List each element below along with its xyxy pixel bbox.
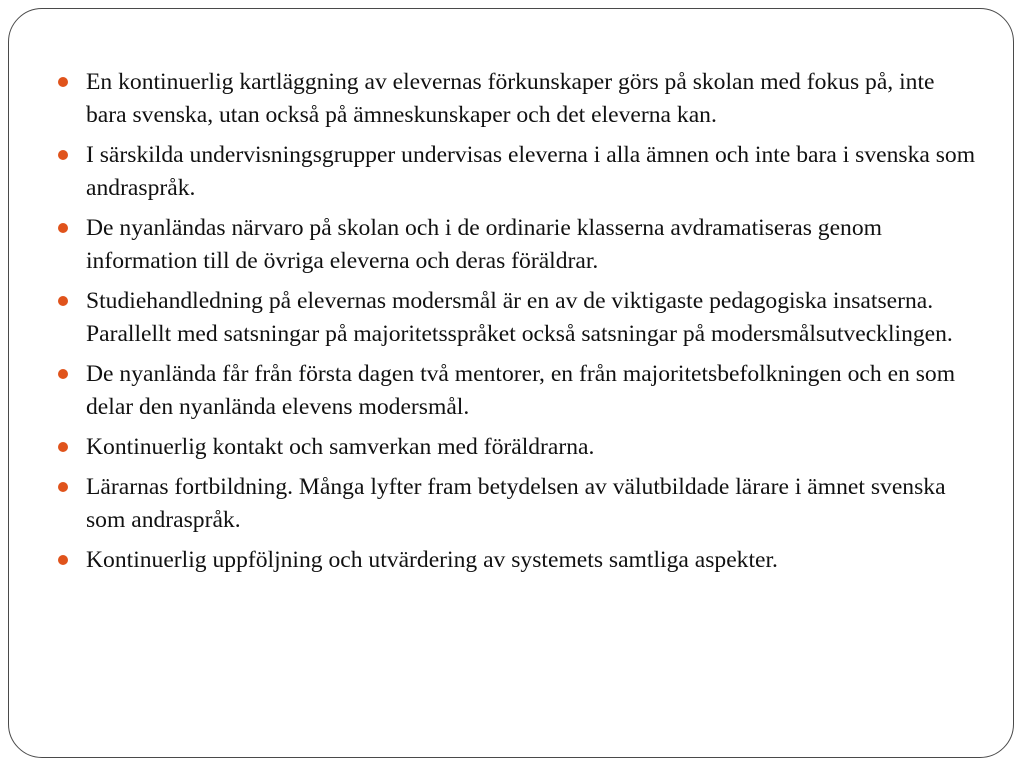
bullet-item <box>56 358 976 424</box>
bullet-item <box>56 431 976 464</box>
bullet-text: Kontinuerlig kontakt och samverkan med föräldrarna. <box>86 434 595 460</box>
bullet-item <box>56 212 976 278</box>
bullet-text: Kontinuerlig uppföljning och utvärdering av systemets samtliga aspekter. <box>86 547 778 573</box>
bullet-text: Studiehandledning på elevernas modersmål är en av de viktigaste pedagogiska insatserna. Parallellt med satsningar på majoritetsspråket också satsningar på modersmålsutvecklingen. <box>86 288 953 347</box>
bullet-text: I särskilda undervisningsgrupper undervisas eleverna i alla ämnen och inte bara i svenska som andraspråk. <box>86 142 976 201</box>
bullet-dot-icon <box>58 442 68 452</box>
bullet-item <box>56 544 976 577</box>
bullet-text: En kontinuerlig kartläggning av elevernas förkunskaper görs på skolan med fokus på, inte bara svenska, utan också på ämneskunskaper och det eleverna kan. <box>86 69 935 128</box>
bullet-dot-icon <box>58 77 68 87</box>
bullet-item <box>56 471 976 537</box>
bullet-dot-icon <box>58 482 68 492</box>
bullet-dot-icon <box>58 223 68 233</box>
bullet-list <box>56 66 976 584</box>
bullet-text: De nyanlända får från första dagen två mentorer, en från majoritetsbefolkningen och en som delar den nyanlända elevens modersmål. <box>86 361 956 420</box>
bullet-dot-icon <box>58 150 68 160</box>
bullet-dot-icon <box>58 296 68 306</box>
bullet-text: Lärarnas fortbildning. Många lyfter fram betydelsen av välutbildade lärare i ämnet svenska som andraspråk. <box>86 474 946 533</box>
bullet-item <box>56 139 976 205</box>
bullet-dot-icon <box>58 369 68 379</box>
bullet-dot-icon <box>58 555 68 565</box>
bullet-item <box>56 285 976 351</box>
bullet-item <box>56 66 976 132</box>
bullet-text: De nyanländas närvaro på skolan och i de ordinarie klasserna avdramatiseras genom information till de övriga eleverna och deras föräldrar. <box>86 215 882 274</box>
